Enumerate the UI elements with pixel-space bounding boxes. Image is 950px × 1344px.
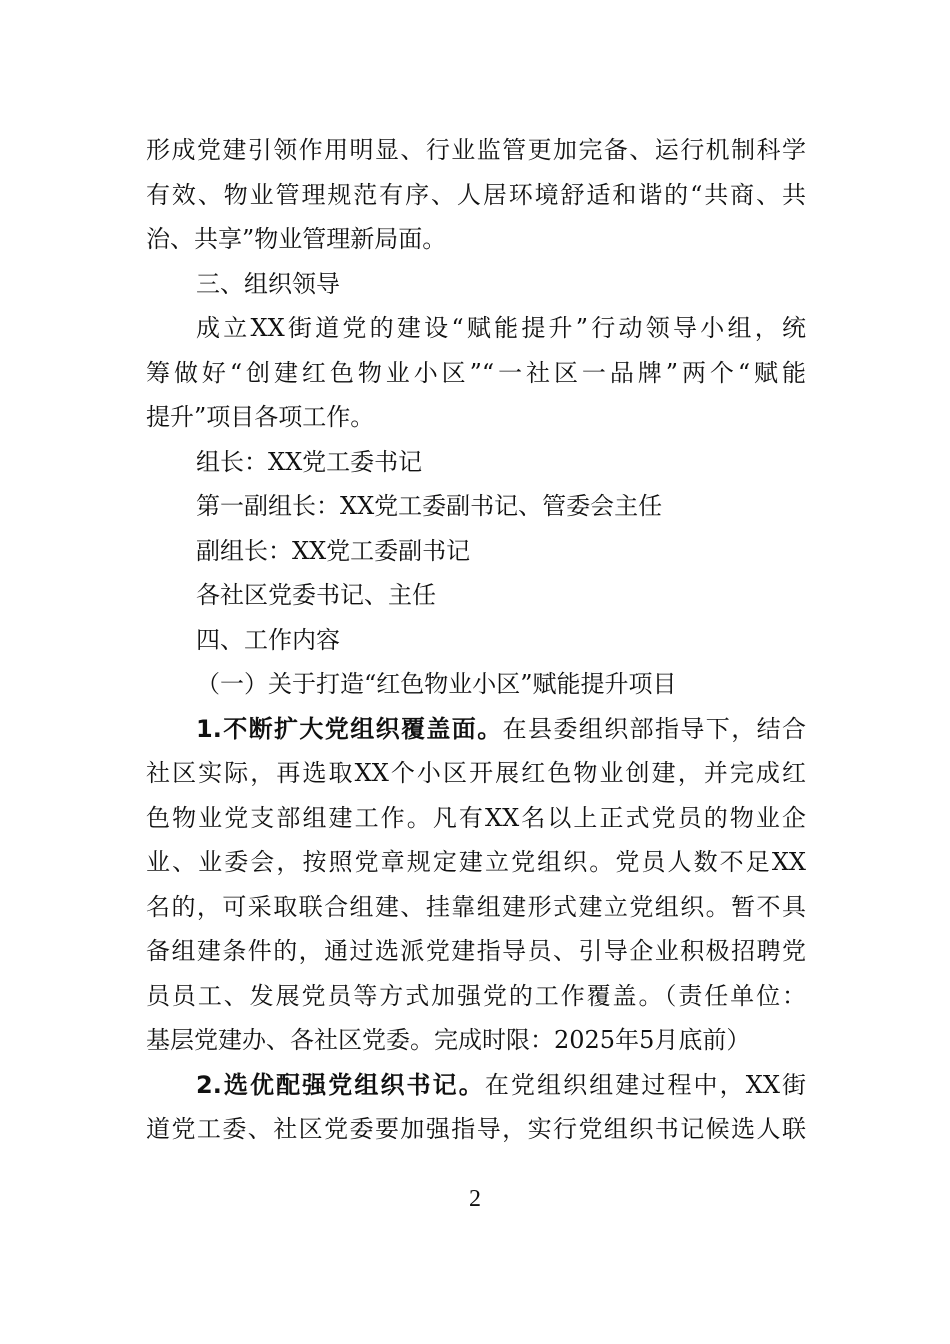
page-number: 2 (469, 1186, 481, 1212)
section-heading: 三、组织领导 (196, 269, 340, 298)
subsection-heading: （一）关于打造“红色物业小区”赋能提升项目 (196, 670, 677, 698)
body-text-line: 基层党建办、各社区党委。完成时限：2025年5月底前） (146, 1026, 751, 1054)
body-text-line: 提升”项目各项工作。 (146, 403, 375, 431)
item-title: 2.选优配强党组织书记。 (196, 1070, 485, 1099)
body-text-line: 社区实际，再选取XX个小区开展红色物业创建，并完成红 (146, 759, 806, 787)
body-text-line: 形成党建引领作用明显、行业监管更加完备、运行机制科学 (146, 136, 806, 164)
body-text-line: 色物业党支部组建工作。凡有XX名以上正式党员的物业企 (146, 803, 806, 832)
body-text-line: 成立XX街道党的建设“赋能提升”行动领导小组，统 (196, 314, 806, 342)
body-text-line: 员员工、发展党员等方式加强党的工作覆盖。（责任单位： (146, 981, 806, 1010)
body-text-line: 道党工委、社区党委要加强指导，实行党组织书记候选人联 (146, 1115, 806, 1143)
item-title: 1.不断扩大党组织覆盖面。 (196, 714, 503, 743)
body-text-line: 业、业委会，按照党章规定建立党组织。党员人数不足XX (146, 848, 806, 876)
section-heading: 四、工作内容 (196, 625, 340, 654)
leader-line: 组长：XX党工委书记 (196, 447, 423, 476)
item-first-line (146, 1063, 806, 1108)
body-text-line: 治、共享”物业管理新局面。 (146, 225, 447, 253)
item-text: 在党组织组建过程中，XX街 (484, 1070, 806, 1099)
item-text: 在县委组织部指导下，结合 (502, 714, 806, 743)
item-first-line (146, 707, 806, 752)
body-text-line: 筹做好“创建红色物业小区”“一社区一品牌”两个“赋能 (146, 358, 806, 387)
deputy-line: 副组长：XX党工委副书记 (196, 536, 471, 565)
body-text-line: 有效、物业管理规范有序、人居环境舒适和谐的“共商、共 (146, 180, 806, 209)
first-deputy-line: 第一副组长：XX党工委副书记、管委会主任 (196, 492, 663, 520)
body-text-line: 备组建条件的，通过选派党建指导员、引导企业积极招聘党 (146, 937, 806, 965)
page-body (146, 128, 806, 1152)
members-line: 各社区党委书记、主任 (196, 581, 436, 609)
body-text-line: 名的，可采取联合组建、挂靠组建形式建立党组织。暂不具 (146, 892, 806, 921)
